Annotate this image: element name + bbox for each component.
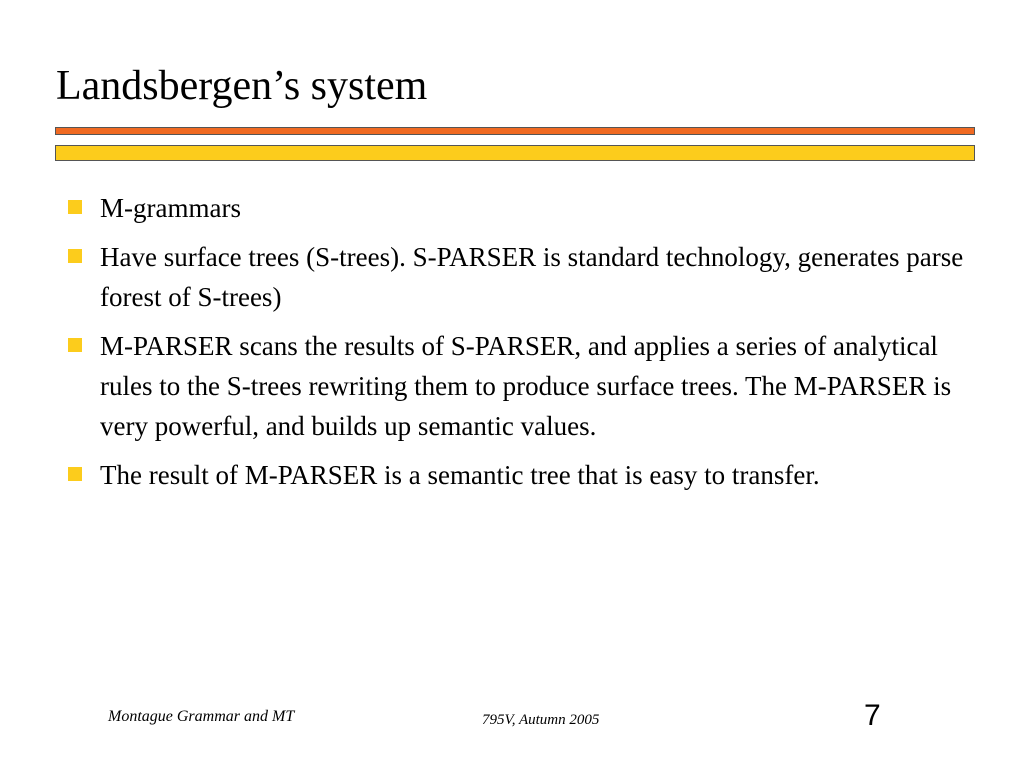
footer-course: Montague Grammar and MT [108,708,295,725]
square-bullet-icon [68,338,82,352]
bullet-item [66,326,966,446]
bullet-text: The result of M-PARSER is a semantic tree that is easy to transfer. [100,460,820,490]
bullet-item [66,237,966,317]
bullet-text: M-PARSER scans the results of S-PARSER, and applies a series of analytical rules to the S-trees rewriting them to produce surface trees. The M-PARSER is very powerful, and builds up semantic values. [100,331,952,441]
square-bullet-icon [68,467,82,481]
square-bullet-icon [68,200,82,214]
bullet-item [66,455,966,495]
square-bullet-icon [68,249,82,263]
footer-term: 795V, Autumn 2005 [482,712,600,728]
page-number: 7 [864,699,881,732]
bullet-item [66,188,966,228]
title-divider-orange [55,127,975,135]
bullet-text: M-grammars [100,193,241,223]
bullet-list [66,188,966,504]
title-divider-yellow [55,145,975,161]
slide-title: Landsbergen’s system [56,63,428,109]
bullet-text: Have surface trees (S-trees). S-PARSER is standard technology, generates parse forest of S-trees) [100,242,964,312]
